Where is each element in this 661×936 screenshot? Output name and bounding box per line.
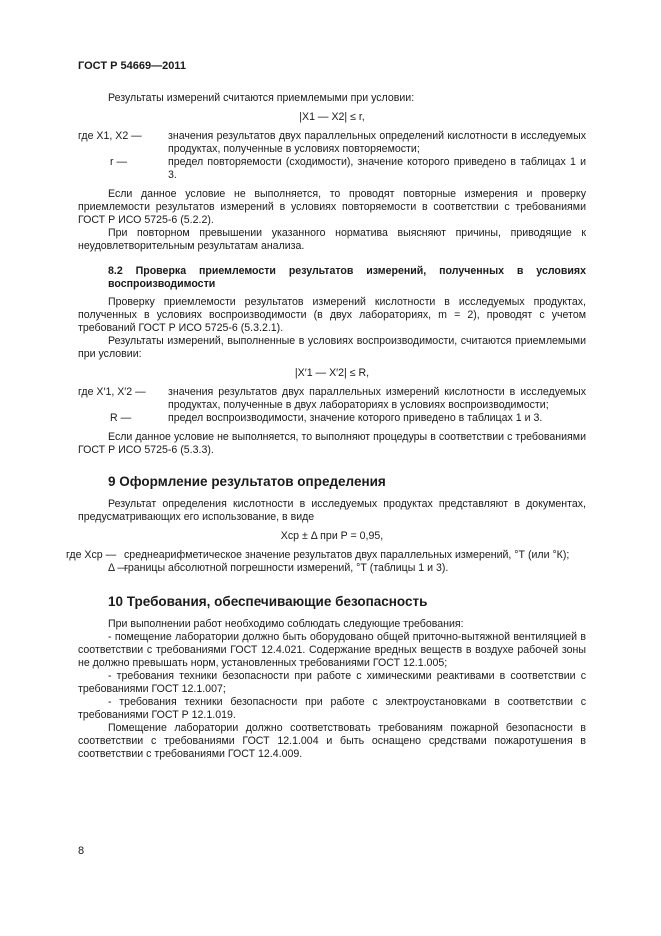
definition-text: среднеарифметическое значение результатов двух параллельных измерений, °Т (или °К); xyxy=(124,549,570,561)
definition-x1p-x2p xyxy=(78,386,586,412)
definition-label: Δ — xyxy=(108,562,129,574)
paragraph: Помещение лаборатории должно соответствовать требованиям пожарной безопасности в соответствии с требованиями ГОСТ 12.1.004 и быть оснащено средствами пожаротушения в соответствии с требованиями ГОСТ 12.4.009. xyxy=(78,722,586,760)
formula-repeatability: |X1 — X2| ≤ r, xyxy=(299,111,365,123)
formula-result: Xср ± Δ при P = 0,95, xyxy=(280,530,384,542)
page-header: ГОСТ Р 54669—2011 xyxy=(78,60,186,72)
paragraph: Проверку приемлемости результатов измерений кислотности в исследуемых продуктах, полученных в условиях воспроизводимости (в двух лабораториях, m = 2), проводят с учетом требований ГОСТ Р ИСО 5725-6 (5.3.2.1). xyxy=(78,296,586,334)
definition-label: где X1, X2 — xyxy=(78,130,142,142)
list-item: - помещение лаборатории должно быть оборудовано общей приточно-вытяжной вентиляцией в соответствии с требованиями ГОСТ 12.4.021. Содержание вредных веществ в воздухе рабочей зоны не должно превышать норм, установленных требованиями ГОСТ 12.1.005; xyxy=(78,631,586,669)
page-number: 8 xyxy=(78,845,85,857)
document-body xyxy=(66,92,586,761)
definition-r xyxy=(78,156,586,182)
paragraph: Результаты измерений считаются приемлемыми при условии: xyxy=(108,92,415,104)
formula-reproducibility: |X′1 — X′2| ≤ R, xyxy=(294,367,370,379)
definition-text: границы абсолютной погрешности измерений, °Т (таблицы 1 и 3). xyxy=(124,562,449,574)
paragraph: Если данное условие не выполняется, то проводят повторные измерения и проверку приемлемости результатов измерений в условиях повторяемости в соответствии с требованиями ГОСТ Р ИСО 5725-6 (5.2.2). xyxy=(78,188,586,226)
definition-x1-x2 xyxy=(78,130,586,156)
paragraph: Если данное условие не выполняется, то выполняют процедуры в соответствии с требованиями ГОСТ Р ИСО 5725-6 (5.3.3). xyxy=(78,431,586,456)
list-item: - требования техники безопасности при работе с химическими реактивами в соответствии с требованиями ГОСТ 12.1.007; xyxy=(78,670,586,695)
definition-label: r — xyxy=(110,156,128,168)
subsection-heading-8-2: 8.2 Проверка приемлемости результатов измерений, полученных в условиях воспроизводимости xyxy=(108,265,586,290)
section-heading-10: 10 Требования, обеспечивающие безопасность xyxy=(108,594,428,609)
definition-text: значения результатов двух параллельных измерений кислотности в исследуемых продуктах, полученные в двух лабораториях в условиях воспроизводимости; xyxy=(168,386,586,411)
list-item: - требования техники безопасности при работе с электроустановками в соответствии с требованиями ГОСТ Р 12.1.019. xyxy=(78,696,586,721)
definition-R xyxy=(78,412,586,425)
definition-label: R — xyxy=(110,412,132,424)
definition-label: где X′1, X′2 — xyxy=(78,386,146,398)
definition-delta xyxy=(78,562,586,575)
definition-text: значения результатов двух параллельных определений кислотности в исследуемых продуктах, полученные в условиях повторяемости; xyxy=(168,130,586,155)
definition-text: предел воспроизводимости, значение которого приведено в таблицах 1 и 3. xyxy=(168,412,543,424)
section-heading-9: 9 Оформление результатов определения xyxy=(108,474,386,489)
paragraph: Результат определения кислотности в исследуемых продуктах представляют в документах, предусматривающих его использование, в виде xyxy=(78,498,586,523)
definition-xcp xyxy=(66,549,586,562)
definition-text: предел повторяемости (сходимости), значение которого приведено в таблицах 1 и 3. xyxy=(168,156,586,181)
paragraph: При выполнении работ необходимо соблюдать следующие требования: xyxy=(108,618,464,630)
paragraph: Результаты измерений, выполненные в условиях воспроизводимости, считаются приемлемыми при условии: xyxy=(78,335,586,360)
definition-label: где Xср — xyxy=(66,549,117,561)
paragraph: При повторном превышении указанного норматива выясняют причины, приводящие к неудовлетворительным результатам анализа. xyxy=(78,227,586,252)
